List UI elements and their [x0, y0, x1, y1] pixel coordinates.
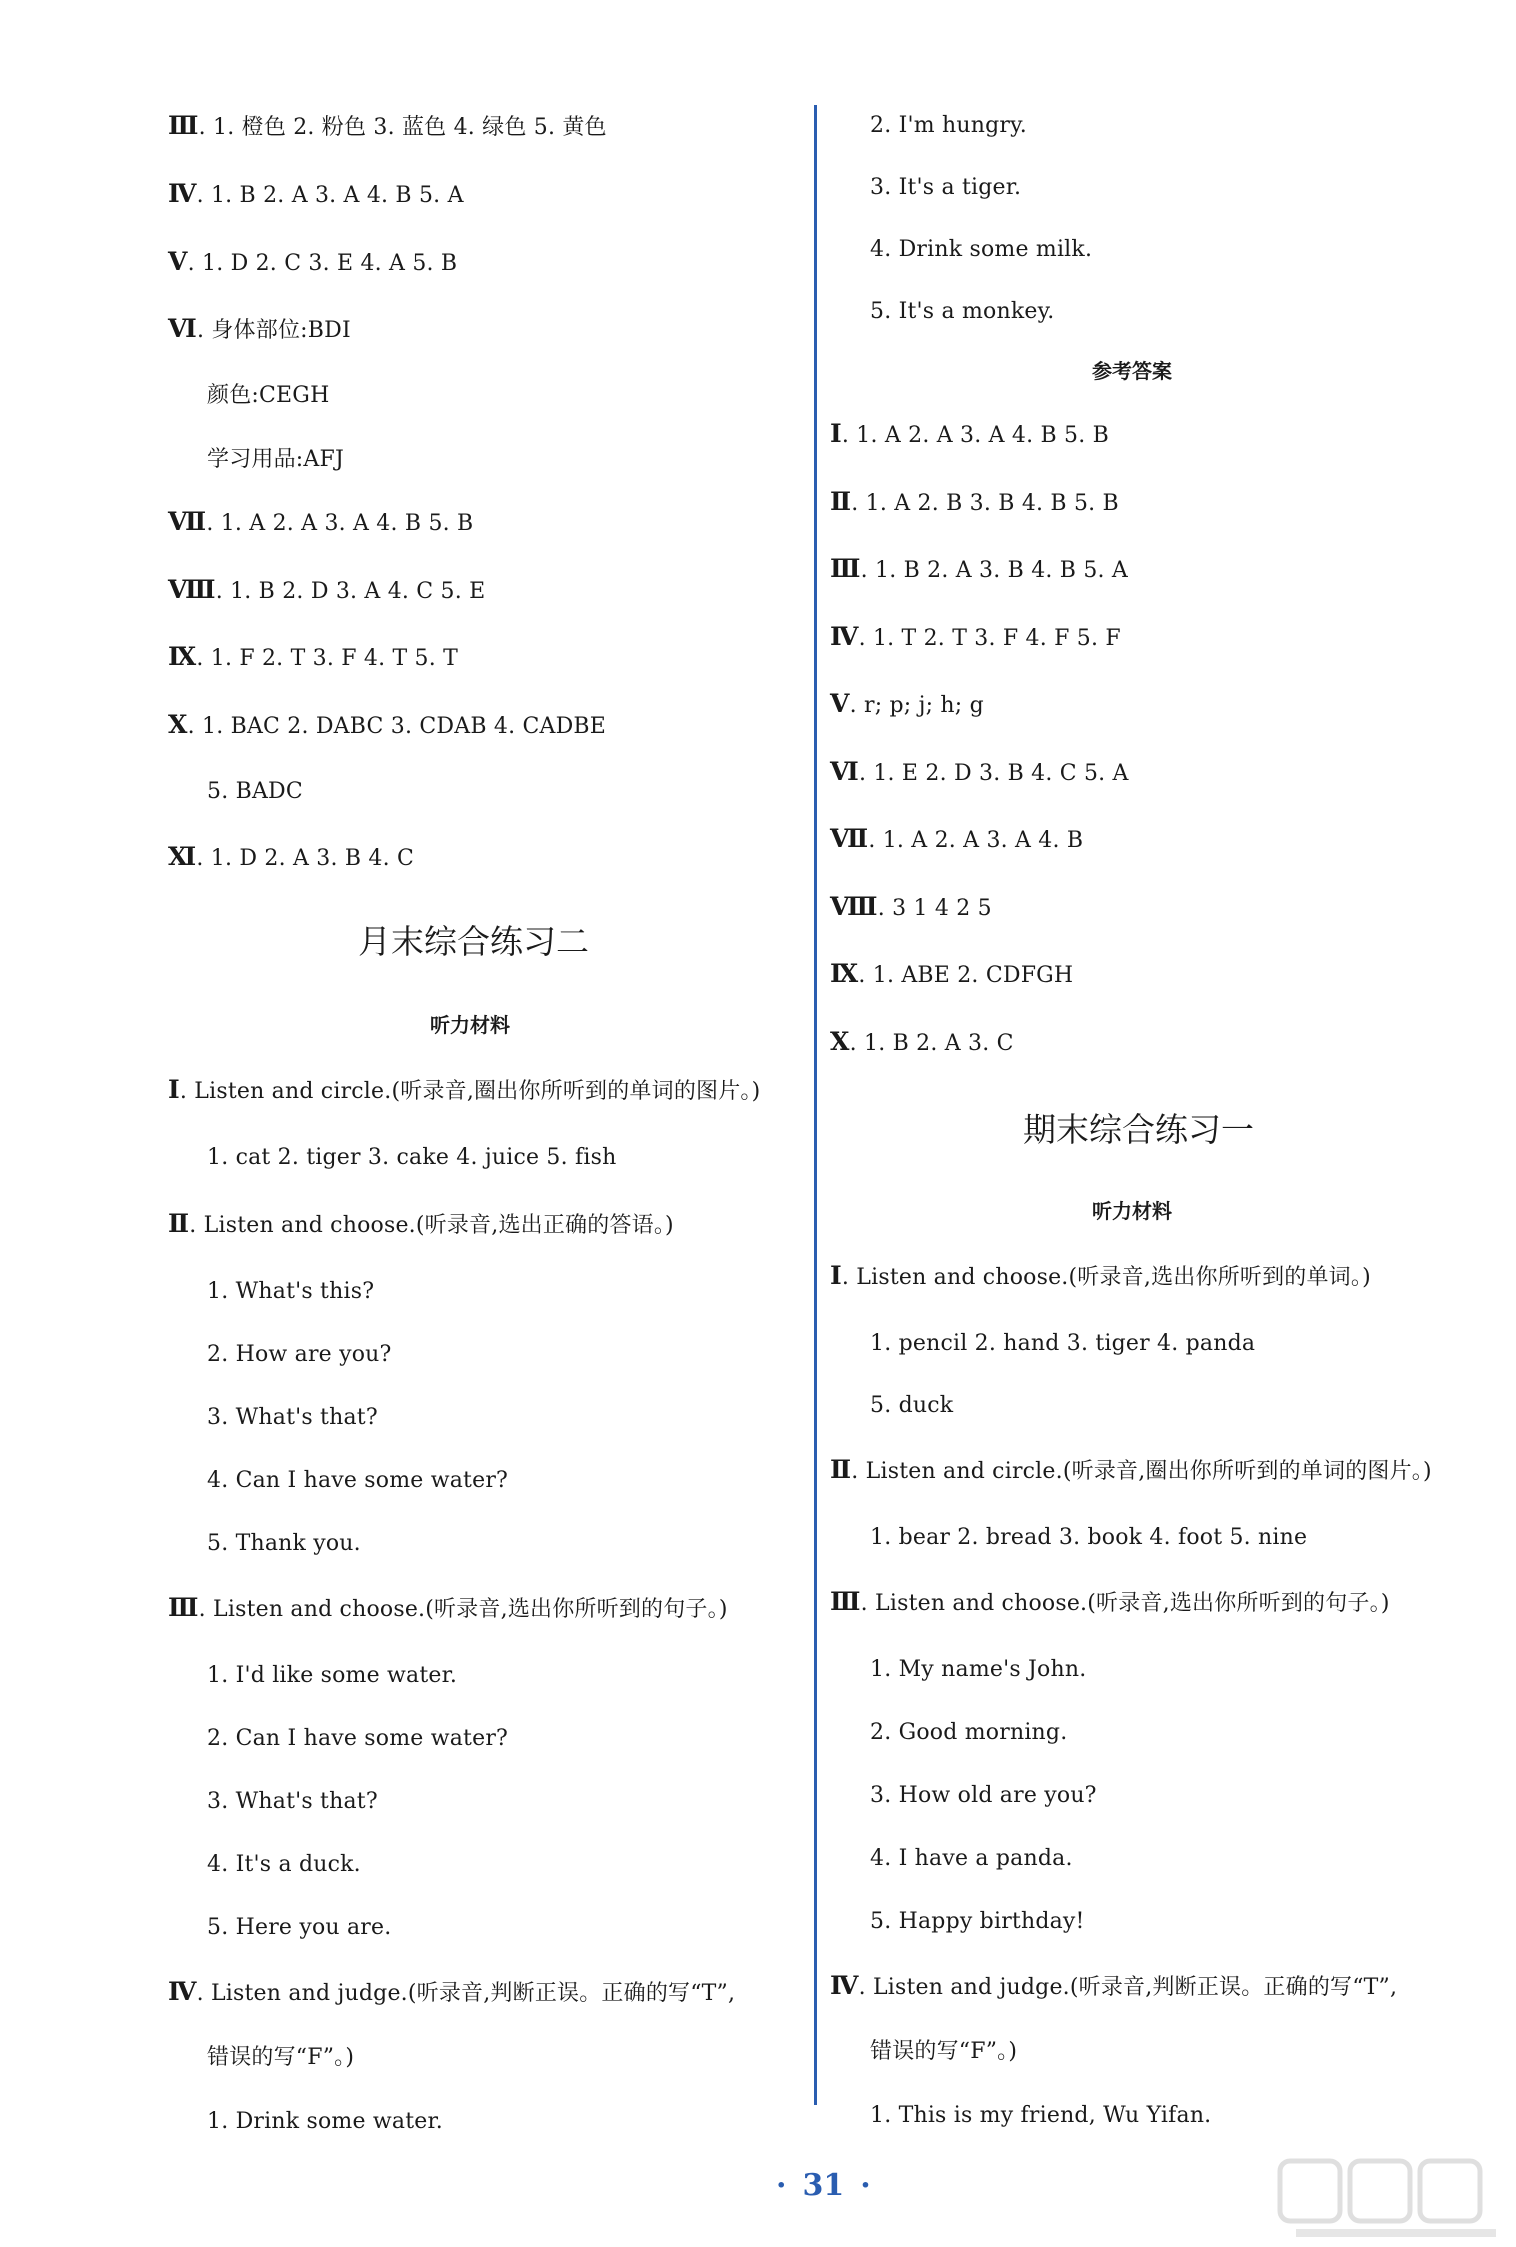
answers-title: 参考答案 — [1092, 359, 1172, 383]
question-line: 1. What's this? — [207, 1279, 375, 1304]
subsection-title: 听力材料 — [430, 1013, 510, 1037]
question-line: 1. This is my friend, Wu Yifan. — [870, 2103, 1212, 2128]
answer-line: 5. BADC — [207, 779, 303, 804]
answer-line: Ⅷ. 3 1 4 2 5 — [830, 892, 992, 921]
question-line: Ⅱ. Listen and choose.(听录音,选出正确的答语。) — [168, 1209, 674, 1238]
question-line: 1. cat 2. tiger 3. cake 4. juice 5. fish — [207, 1145, 617, 1170]
answer-line: Ⅶ. 1. A 2. A 3. A 4. B — [830, 824, 1084, 853]
answer-line: 颜色:CEGH — [207, 383, 330, 408]
answer-line: Ⅸ. 1. F 2. T 3. F 4. T 5. T — [168, 642, 458, 671]
question-line: Ⅲ. Listen and choose.(听录音,选出你所听到的句子。) — [830, 1587, 1390, 1616]
question-line: 5. Happy birthday! — [870, 1909, 1085, 1934]
answer-line: Ⅶ. 1. A 2. A 3. A 4. B 5. B — [168, 507, 474, 536]
question-line: 4. Can I have some water? — [207, 1468, 509, 1493]
question-line: 1. bear 2. bread 3. book 4. foot 5. nine — [870, 1525, 1308, 1550]
question-line: 5. It's a monkey. — [870, 299, 1055, 324]
question-line: 4. Drink some milk. — [870, 237, 1093, 262]
question-line: 2. Can I have some water? — [207, 1726, 509, 1751]
question-line: 5. Here you are. — [207, 1915, 392, 1940]
question-line: 3. What's that? — [207, 1405, 378, 1430]
question-line: 5. duck — [870, 1393, 954, 1418]
question-line: 1. I'd like some water. — [207, 1663, 458, 1688]
question-line: 3. How old are you? — [870, 1783, 1097, 1808]
page-number: · 31 · — [776, 2168, 871, 2203]
section-title: 月末综合练习二 — [358, 922, 589, 961]
question-line: Ⅲ. Listen and choose.(听录音,选出你所听到的句子。) — [168, 1593, 728, 1622]
answer-line: Ⅳ. 1. T 2. T 3. F 4. F 5. F — [830, 622, 1121, 651]
answer-line: Ⅵ. 身体部位:BDI — [168, 314, 351, 343]
answer-line: Ⅷ. 1. B 2. D 3. A 4. C 5. E — [168, 575, 486, 604]
question-line: Ⅳ. Listen and judge.(听录音,判断正误。正确的写“T”, — [830, 1971, 1398, 2000]
section-title: 期末综合练习一 — [1023, 1110, 1254, 1149]
question-line: 4. I have a panda. — [870, 1846, 1073, 1871]
answer-line: Ⅹ. 1. B 2. A 3. C — [830, 1027, 1014, 1056]
answer-line: Ⅴ. r; p; j; h; g — [830, 689, 984, 718]
question-line: 错误的写“F”。) — [870, 2039, 1018, 2064]
answer-line: Ⅱ. 1. A 2. B 3. B 4. B 5. B — [830, 487, 1119, 516]
answer-line: Ⅳ. 1. B 2. A 3. A 4. B 5. A — [168, 179, 464, 208]
answer-line: Ⅴ. 1. D 2. C 3. E 4. A 5. B — [168, 247, 458, 276]
watermark-logo-icon — [1276, 2153, 1506, 2243]
question-line: 1. Drink some water. — [207, 2109, 443, 2134]
answer-line: 学习用品:AFJ — [207, 447, 344, 472]
question-line: Ⅳ. Listen and judge.(听录音,判断正误。正确的写“T”, — [168, 1977, 736, 2006]
subsection-title: 听力材料 — [1092, 1199, 1172, 1223]
answer-line: Ⅲ. 1. 橙色 2. 粉色 3. 蓝色 4. 绿色 5. 黄色 — [168, 111, 607, 140]
question-line: 2. I'm hungry. — [870, 113, 1027, 138]
question-line: 3. It's a tiger. — [870, 175, 1022, 200]
question-line: 1. pencil 2. hand 3. tiger 4. panda — [870, 1331, 1256, 1356]
question-line: 4. It's a duck. — [207, 1852, 361, 1877]
answer-line: Ⅰ. 1. A 2. A 3. A 4. B 5. B — [830, 419, 1109, 448]
column-divider — [814, 105, 817, 2105]
question-line: 3. What's that? — [207, 1789, 378, 1814]
question-line: 错误的写“F”。) — [207, 2045, 355, 2070]
answer-line: Ⅸ. 1. ABE 2. CDFGH — [830, 959, 1074, 988]
answer-line: Ⅵ. 1. E 2. D 3. B 4. C 5. A — [830, 757, 1129, 786]
question-line: Ⅱ. Listen and circle.(听录音,圈出你所听到的单词的图片。) — [830, 1455, 1432, 1484]
question-line: 5. Thank you. — [207, 1531, 361, 1556]
answer-line: Ⅺ. 1. D 2. A 3. B 4. C — [168, 842, 415, 871]
question-line: Ⅰ. Listen and choose.(听录音,选出你所听到的单词。) — [830, 1261, 1371, 1290]
question-line: 1. My name's John. — [870, 1657, 1087, 1682]
answer-line: Ⅲ. 1. B 2. A 3. B 4. B 5. A — [830, 554, 1129, 583]
question-line: Ⅰ. Listen and circle.(听录音,圈出你所听到的单词的图片。) — [168, 1075, 761, 1104]
question-line: 2. Good morning. — [870, 1720, 1068, 1745]
question-line: 2. How are you? — [207, 1342, 392, 1367]
answer-line: Ⅹ. 1. BAC 2. DABC 3. CDAB 4. CADBE — [168, 710, 607, 739]
